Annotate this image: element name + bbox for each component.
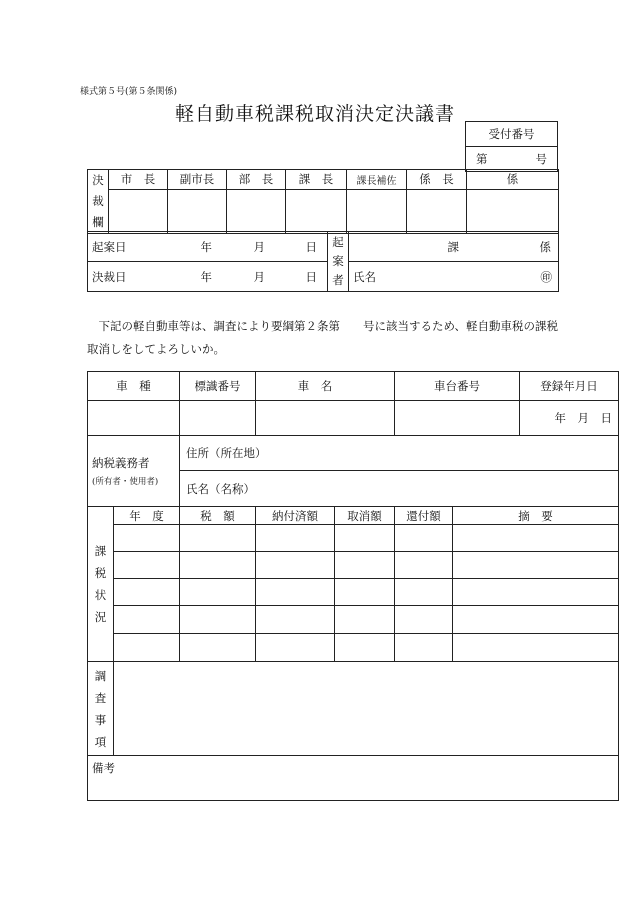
cancel-cell[interactable] [335, 525, 395, 552]
role-mayor: 市 長 [109, 170, 168, 190]
year-cell[interactable] [114, 634, 180, 662]
taxpayer-sub-label: (所有者・使用者) [92, 477, 159, 487]
paid-cell[interactable] [256, 606, 335, 634]
cancel-cell[interactable] [335, 606, 395, 634]
year-cell[interactable] [114, 579, 180, 606]
role-assistant-chief: 課長補佐 [347, 170, 407, 190]
taxpayer-label-cell [88, 436, 180, 507]
header-plate-number: 標識番号 [180, 372, 256, 401]
receipt-number-field[interactable] [466, 147, 558, 172]
tax-cell[interactable] [180, 634, 256, 662]
taxpayer-name-label: 氏名（名称） [186, 481, 255, 496]
investigation-field[interactable] [114, 662, 619, 756]
plate-number-field[interactable] [180, 401, 256, 436]
decision-year-label: 年 [200, 269, 212, 284]
drafter-name-label: 氏名 [353, 269, 376, 284]
summary-cell[interactable] [453, 606, 619, 634]
paid-cell[interactable] [256, 552, 335, 579]
decision-day-label: 日 [305, 269, 317, 284]
draft-date-label: 起案日 [92, 239, 127, 254]
receipt-no-suffix: 号 [535, 152, 547, 166]
decision-month-label: 月 [253, 269, 265, 284]
statement-text: 下記の軽自動車等は、調査により要綱第２条第 号に該当するため、軽自動車税の課税取消しをしてよろしいか。 [87, 319, 559, 356]
address-label: 住所（所在地） [186, 446, 267, 460]
role-deputy-mayor: 副市長 [168, 170, 227, 190]
approval-side-label: 決 裁 欄 [88, 170, 109, 234]
vehicle-type-field[interactable] [88, 401, 180, 436]
paid-cell[interactable] [256, 525, 335, 552]
role-director: 部 長 [227, 170, 286, 190]
section-label: 係 [539, 239, 551, 254]
stamp-deputy-mayor[interactable] [168, 189, 227, 233]
seal-mark: ㊞ [540, 269, 552, 284]
reg-date-field[interactable]: 年 月 日 [520, 401, 619, 436]
vehicle-tax-table [87, 371, 619, 801]
year-cell[interactable] [114, 552, 180, 579]
chassis-number-field[interactable] [395, 401, 520, 436]
taxpayer-name-field[interactable] [180, 471, 619, 507]
header-refund-amount: 還付額 [395, 507, 453, 525]
decision-date-label: 決裁日 [92, 269, 127, 284]
role-staff: 係 [467, 170, 559, 190]
tax-row [88, 634, 619, 662]
cancel-cell[interactable] [335, 579, 395, 606]
receipt-no-prefix: 第 [476, 152, 488, 166]
header-tax-amount: 税 額 [180, 507, 256, 525]
tax-row [88, 579, 619, 606]
form-number: 様式第５号(第５条関係) [80, 87, 178, 97]
approval-stamp-table [87, 169, 559, 234]
header-chassis-number: 車台番号 [395, 372, 520, 401]
remarks-field[interactable] [88, 756, 619, 801]
draft-day-label: 日 [305, 239, 317, 254]
tax-row [88, 606, 619, 634]
header-cancelled-amount: 取消額 [335, 507, 395, 525]
receipt-number-box [465, 121, 558, 172]
stamp-section-chief[interactable] [286, 189, 347, 233]
document-title: 軽自動車税課税取消決定決議書 [174, 103, 455, 125]
cancel-cell[interactable] [335, 552, 395, 579]
tax-cell[interactable] [180, 552, 256, 579]
summary-cell[interactable] [453, 525, 619, 552]
refund-cell[interactable] [395, 606, 453, 634]
summary-cell[interactable] [453, 579, 619, 606]
refund-cell[interactable] [395, 634, 453, 662]
tax-row [88, 552, 619, 579]
paid-cell[interactable] [256, 579, 335, 606]
draft-date-field[interactable] [88, 232, 328, 262]
year-cell[interactable] [114, 525, 180, 552]
draft-year-label: 年 [200, 239, 212, 254]
header-vehicle-name: 車 名 [256, 372, 395, 401]
role-section-chief: 課 長 [286, 170, 347, 190]
tax-cell[interactable] [180, 606, 256, 634]
refund-cell[interactable] [395, 579, 453, 606]
stamp-assistant-chief[interactable] [347, 189, 407, 233]
drafter-side-label: 起 案 者 [328, 232, 349, 292]
decision-date-field[interactable] [88, 262, 328, 292]
tax-row [88, 525, 619, 552]
stamp-mayor[interactable] [109, 189, 168, 233]
dept-label: 課 [447, 239, 459, 254]
draft-month-label: 月 [253, 239, 265, 254]
header-fiscal-year: 年 度 [114, 507, 180, 525]
draft-info-table [87, 231, 559, 292]
summary-cell[interactable] [453, 634, 619, 662]
receipt-header: 受付番号 [466, 122, 558, 147]
year-cell[interactable] [114, 606, 180, 634]
vehicle-name-field[interactable] [256, 401, 395, 436]
taxpayer-label: 納税義務者 [92, 456, 150, 470]
taxpayer-address-field[interactable] [180, 436, 619, 471]
stamp-director[interactable] [227, 189, 286, 233]
refund-cell[interactable] [395, 525, 453, 552]
investigation-side-label: 調 査 事 項 [88, 662, 114, 756]
role-subsection-chief: 係 長 [407, 170, 467, 190]
header-reg-date: 登録年月日 [520, 372, 619, 401]
header-paid-amount: 納付済額 [256, 507, 335, 525]
cancel-cell[interactable] [335, 634, 395, 662]
tax-cell[interactable] [180, 579, 256, 606]
stamp-subsection-chief[interactable] [407, 189, 467, 233]
stamp-staff[interactable] [467, 189, 559, 233]
paid-cell[interactable] [256, 634, 335, 662]
drafter-dept-field[interactable] [349, 232, 559, 262]
drafter-name-field[interactable] [349, 262, 559, 292]
tax-cell[interactable] [180, 525, 256, 552]
remarks-label: 備考 [92, 761, 115, 775]
header-vehicle-type: 車 種 [88, 372, 180, 401]
tax-status-side-label: 課 税 状 況 [88, 507, 114, 662]
header-summary: 摘 要 [453, 507, 619, 525]
refund-cell[interactable] [395, 552, 453, 579]
summary-cell[interactable] [453, 552, 619, 579]
